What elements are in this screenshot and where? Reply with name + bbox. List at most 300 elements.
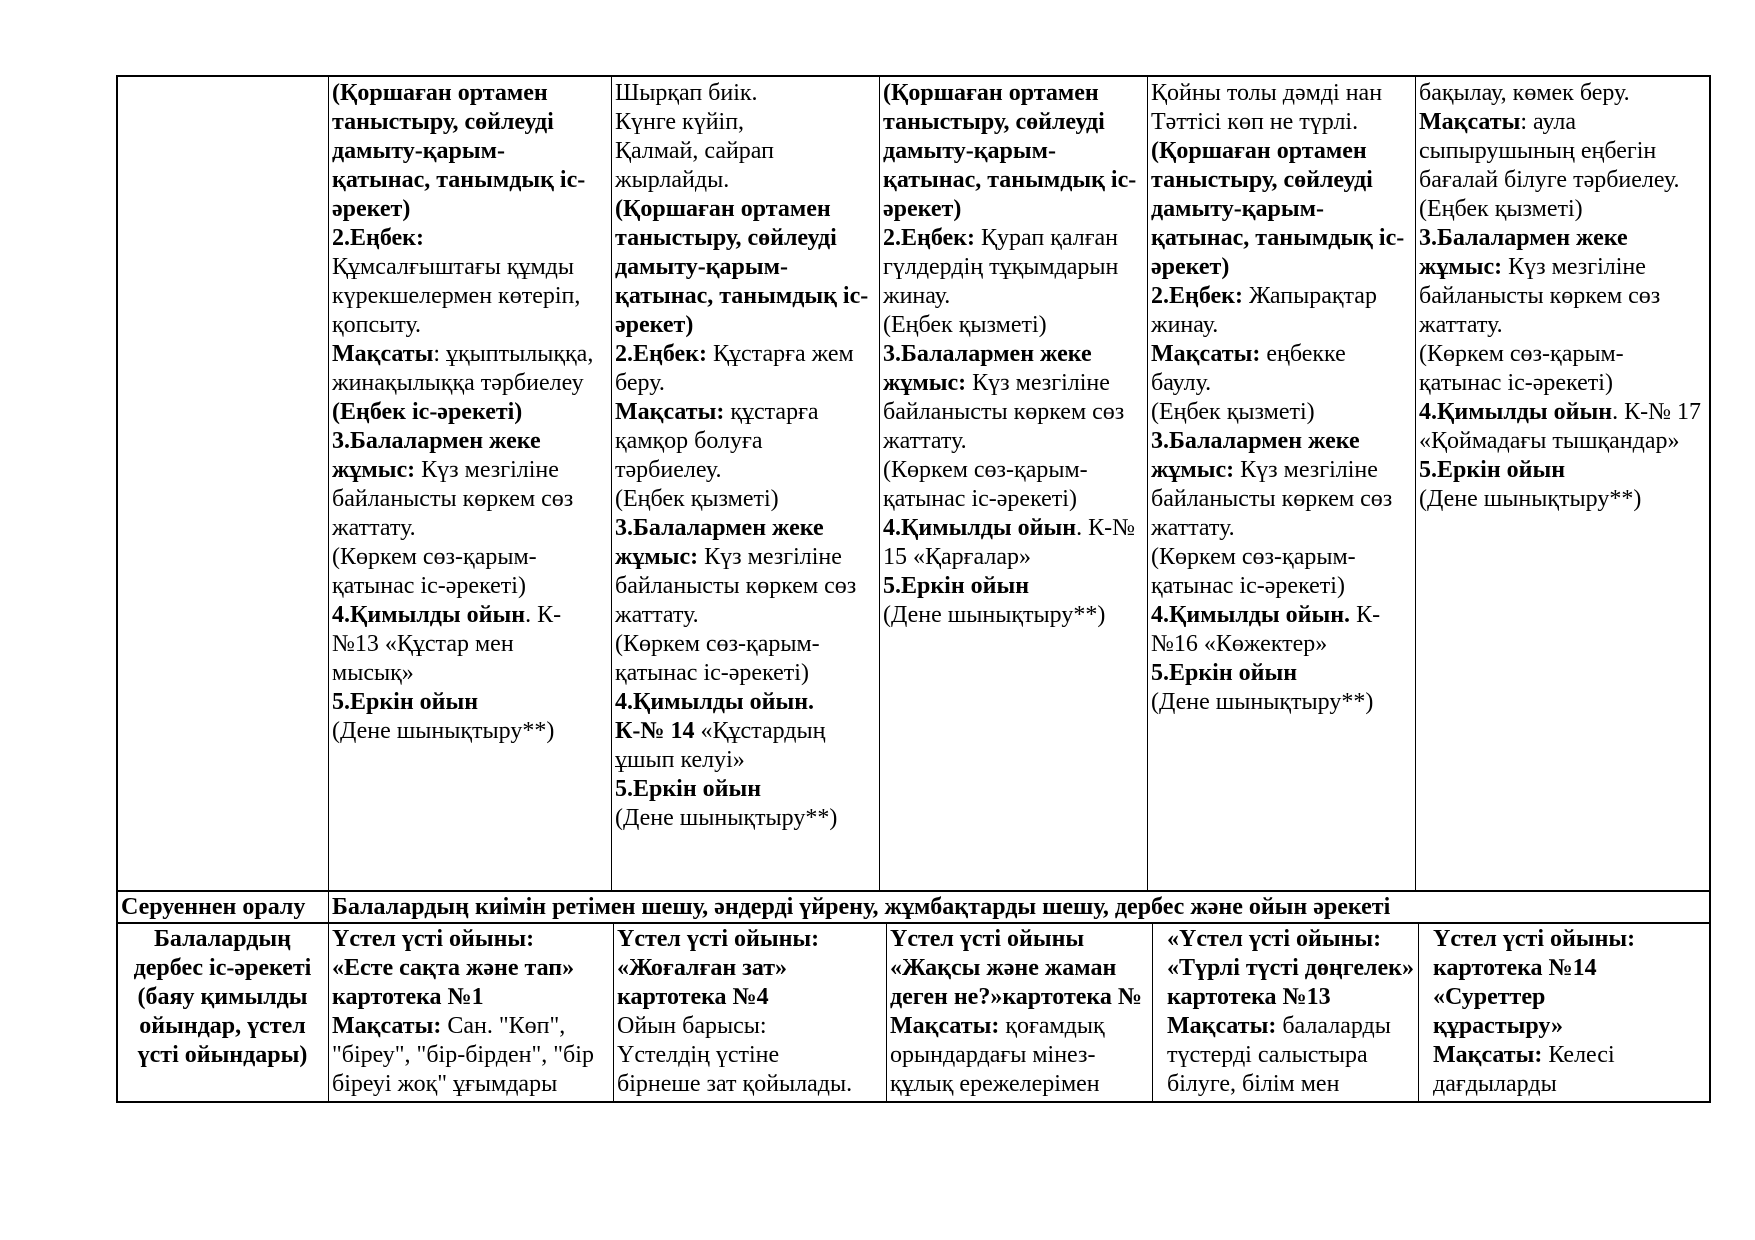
- bold-text: 4.Қимылды ойын.: [1151, 602, 1351, 628]
- text-line: [617, 925, 882, 954]
- table-cell-game-1: [328, 924, 613, 1101]
- bold-text: (Еңбек іс-әрекеті): [332, 399, 523, 425]
- text: құстарға: [724, 399, 819, 425]
- bold-text: әрекет): [332, 196, 411, 222]
- text-line: [617, 1070, 882, 1099]
- bold-text: Балалардың: [154, 926, 291, 952]
- text: бірнеше зат қойылады.: [617, 1071, 853, 1097]
- text: бағалай білуге тәрбиелеу.: [1419, 167, 1680, 193]
- text-line: [1419, 195, 1710, 224]
- text: Қурап қалған: [975, 225, 1119, 251]
- bold-text: әрекет): [883, 196, 962, 222]
- bold-text: құрастыру»: [1433, 1013, 1563, 1039]
- text: Күз мезгіліне: [698, 544, 842, 570]
- text-line: [615, 224, 878, 253]
- text-line: [617, 983, 882, 1012]
- text-line: [1151, 166, 1414, 195]
- bold-text: картотека №13: [1167, 984, 1331, 1010]
- text-line: [615, 79, 878, 108]
- text-line: [1419, 340, 1710, 369]
- text: біреуі жоқ" ұғымдары: [332, 1071, 558, 1097]
- text: қатынас іс-әрекеті): [615, 660, 809, 686]
- text-line: [615, 688, 878, 717]
- text: (Дене шынықтыру**): [1419, 486, 1642, 512]
- bold-text: Мақсаты:: [1433, 1042, 1543, 1068]
- bold-text: 5.Еркін ойын: [883, 573, 1030, 599]
- text: білуге, білім мен: [1167, 1071, 1340, 1097]
- bold-text: К-№ 14: [615, 718, 695, 744]
- text-line: [332, 369, 610, 398]
- text: қатынас іс-әрекеті): [1151, 573, 1345, 599]
- text-line: [883, 224, 1146, 253]
- text-line: [883, 340, 1146, 369]
- text-line: [1151, 427, 1414, 456]
- text-line: [1151, 253, 1414, 282]
- text-line: [332, 630, 610, 659]
- text-line: [615, 340, 878, 369]
- text: тәрбиелеу.: [615, 457, 722, 483]
- text-line: [615, 166, 878, 195]
- text-line: [615, 195, 878, 224]
- text-line: [1419, 398, 1710, 427]
- bold-text: Үстел үсті ойыны: [890, 926, 1085, 952]
- text: Ойын барысы:: [617, 1013, 767, 1039]
- text-line: [890, 1041, 1148, 1070]
- text-line: [1167, 1070, 1414, 1099]
- text: (Еңбек қызметі): [615, 486, 779, 512]
- bold-text: үсті ойындары): [137, 1042, 308, 1068]
- text-line: [1151, 572, 1414, 601]
- text: Құстарға жем: [707, 341, 854, 367]
- text: жаттату.: [883, 428, 967, 454]
- table-cell-game-4: [1152, 924, 1418, 1101]
- schedule-table: [116, 75, 1711, 1103]
- text-line: [1151, 514, 1414, 543]
- bold-text: (Қоршаған ортамен: [615, 196, 831, 222]
- bold-text: 5.Еркін ойын: [615, 776, 762, 802]
- text-line: [615, 398, 878, 427]
- text: . К-: [525, 602, 562, 628]
- bold-text: Мақсаты: [332, 341, 434, 367]
- bold-text: 2.Еңбек:: [1151, 283, 1243, 309]
- text: жинау.: [883, 283, 951, 309]
- table-cell-game-5: [1418, 924, 1711, 1101]
- text-line: [1151, 224, 1414, 253]
- bold-text: 5.Еркін ойын: [332, 689, 479, 715]
- text-line: [883, 253, 1146, 282]
- text-line: [883, 166, 1146, 195]
- text: Құмсалғыштағы құмды: [332, 254, 575, 280]
- bold-text: «Үстел үсті ойыны:: [1167, 926, 1382, 952]
- text: қоғамдық: [999, 1013, 1105, 1039]
- bold-text: «Жақсы және жаман: [890, 955, 1117, 981]
- text: : аула: [1520, 109, 1577, 135]
- bold-text: таныстыру, сөйлеуді: [883, 109, 1105, 135]
- bold-text: 3.Балалармен жеке: [883, 341, 1092, 367]
- bold-text: Мақсаты:: [615, 399, 725, 425]
- text: байланысты көркем сөз: [332, 486, 574, 512]
- table-cell-day-3: [879, 77, 1147, 890]
- bold-text: әрекет): [615, 312, 694, 338]
- table-row-return-walk: [118, 890, 1709, 924]
- text-line: [1419, 79, 1710, 108]
- text-line: [1419, 311, 1710, 340]
- text: Шырқап биік.: [615, 80, 758, 106]
- bold-text: 4.Қимылды ойын: [883, 515, 1077, 541]
- text-line: [1433, 1070, 1707, 1099]
- text: дағдыларды: [1433, 1071, 1557, 1097]
- text-line: [332, 485, 610, 514]
- text-line: [883, 79, 1146, 108]
- text: Жапырақтар: [1243, 283, 1377, 309]
- text-line: [615, 746, 878, 775]
- text-line: [615, 311, 878, 340]
- bold-text: қатынас, танымдық іс-: [883, 167, 1137, 193]
- text-line: [332, 340, 610, 369]
- text: байланысты көркем сөз: [615, 573, 857, 599]
- text-line: [617, 954, 882, 983]
- text-line: [1151, 398, 1414, 427]
- text-line: [332, 659, 610, 688]
- text-line: [1151, 340, 1414, 369]
- text-line: [883, 485, 1146, 514]
- text: (Көркем сөз-қарым-: [1151, 544, 1356, 570]
- text-line: [883, 456, 1146, 485]
- text-line: [332, 456, 610, 485]
- bold-text: Мақсаты:: [890, 1013, 1000, 1039]
- text-line: [1151, 630, 1414, 659]
- bold-text: жұмыс:: [1151, 457, 1235, 483]
- text: құлық ережелерімен: [890, 1071, 1100, 1097]
- text-line: [332, 925, 609, 954]
- table-cell-day-2: [611, 77, 879, 890]
- text-line: [1151, 456, 1414, 485]
- row-label-cell-empty: [118, 77, 328, 890]
- bold-text: «Суреттер: [1433, 984, 1546, 1010]
- text-line: [617, 1012, 882, 1041]
- text-line: [332, 427, 610, 456]
- text: байланысты көркем сөз: [883, 399, 1125, 425]
- text: жаттату.: [615, 602, 699, 628]
- bold-text: 3.Балалармен жеке: [332, 428, 541, 454]
- text: Қалмай, сайрап: [615, 138, 774, 164]
- text: орындардағы мінез-: [890, 1042, 1096, 1068]
- text: қатынас іс-әрекеті): [332, 573, 526, 599]
- text-line: [1151, 601, 1414, 630]
- text-line: [1433, 983, 1707, 1012]
- text-line: [332, 137, 610, 166]
- text-line: [1167, 954, 1414, 983]
- bold-text: 5.Еркін ойын: [1151, 660, 1298, 686]
- bold-text: 2.Еңбек:: [615, 341, 707, 367]
- text-line: [615, 514, 878, 543]
- bold-text: картотека №1: [332, 984, 484, 1010]
- text: Күз мезгіліне: [415, 457, 559, 483]
- bold-text: ойындар, үстел: [139, 1013, 306, 1039]
- bold-text: «Жоғалған зат»: [617, 955, 788, 981]
- text: баулу.: [1151, 370, 1212, 396]
- text-line: [615, 775, 878, 804]
- text-line: [890, 1070, 1148, 1099]
- table-cell-day-1: [328, 77, 611, 890]
- text-line: [883, 369, 1146, 398]
- text-line: [1151, 79, 1414, 108]
- text: (Көркем сөз-қарым-: [1419, 341, 1624, 367]
- text-line: [332, 954, 609, 983]
- text: (Көркем сөз-қарым-: [883, 457, 1088, 483]
- text-line: [332, 1012, 609, 1041]
- text-line: [1419, 282, 1710, 311]
- text-line: [890, 925, 1148, 954]
- bold-text: 3.Балалармен жеке: [1419, 225, 1628, 251]
- text: Сан. "Көп",: [441, 1013, 566, 1039]
- text-line: [615, 427, 878, 456]
- text: сыпырушының еңбегін: [1419, 138, 1657, 164]
- bold-text: Мақсаты: [1419, 109, 1521, 135]
- bold-text: (Қоршаған ортамен: [883, 80, 1099, 106]
- text-line: [890, 983, 1148, 1012]
- text: жаттату.: [332, 515, 416, 541]
- text-line: [883, 108, 1146, 137]
- text-line: [1419, 485, 1710, 514]
- text-line: [121, 983, 324, 1012]
- bold-text: 4.Қимылды ойын.: [615, 689, 815, 715]
- text-line: [883, 398, 1146, 427]
- bold-text: «Есте сақта және тап»: [332, 955, 575, 981]
- table-cell-game-3: [886, 924, 1152, 1101]
- text: 15 «Қарғалар»: [883, 544, 1031, 570]
- text: К-: [1350, 602, 1381, 628]
- text-line: [890, 1012, 1148, 1041]
- text-line: [615, 137, 878, 166]
- bold-text: 4.Қимылды ойын: [1419, 399, 1613, 425]
- text-line: [1167, 1041, 1414, 1070]
- bold-text: дамыту-қарым-: [615, 254, 788, 280]
- text: жырлайды.: [615, 167, 730, 193]
- bold-text: 4.Қимылды ойын: [332, 602, 526, 628]
- text-line: [615, 543, 878, 572]
- text: . К-№ 17: [1612, 399, 1701, 425]
- table-row-independent-activity: [118, 924, 1709, 1101]
- text: «Құстардың: [694, 718, 826, 744]
- text-line: [1419, 456, 1710, 485]
- text-line: [883, 282, 1146, 311]
- bold-text: (Қоршаған ортамен: [1151, 138, 1367, 164]
- text-line: [332, 79, 610, 108]
- text: (Көркем сөз-қарым-: [615, 631, 820, 657]
- text: Күз мезгіліне: [1234, 457, 1378, 483]
- text-line: [332, 253, 610, 282]
- bold-text: дамыту-қарым-: [883, 138, 1056, 164]
- text: байланысты көркем сөз: [1151, 486, 1393, 512]
- text: "біреу", "бір-бірден", "бір: [332, 1042, 594, 1068]
- text-line: [1419, 224, 1710, 253]
- text: қатынас іс-әрекеті): [1419, 370, 1613, 396]
- text: байланысты көркем сөз: [1419, 283, 1661, 309]
- text-line: [332, 224, 610, 253]
- text-line: [332, 282, 610, 311]
- text-line: [1151, 108, 1414, 137]
- table-cell-day-5: [1415, 77, 1711, 890]
- text-line: [615, 804, 878, 833]
- text-line: [332, 983, 609, 1012]
- text: (Дене шынықтыру**): [615, 805, 838, 831]
- bold-text: дамыту-қарым-: [332, 138, 505, 164]
- text: . К-№: [1076, 515, 1135, 541]
- bold-text: картотека №14: [1433, 955, 1597, 981]
- text-line: [1419, 427, 1710, 456]
- text-line: [1419, 369, 1710, 398]
- text: Қойны толы дәмді нан: [1151, 80, 1383, 106]
- text: №16 «Көжектер»: [1151, 631, 1328, 657]
- bold-text: 2.Еңбек:: [883, 225, 975, 251]
- text-line: [1151, 195, 1414, 224]
- text-line: [883, 137, 1146, 166]
- text-line: [615, 369, 878, 398]
- bold-text: 3.Балалармен жеке: [615, 515, 824, 541]
- bold-text: картотека №4: [617, 984, 769, 1010]
- text-line: [883, 427, 1146, 456]
- bold-text: таныстыру, сөйлеуді: [615, 225, 837, 251]
- row-label-return-walk: Серуеннен оралу: [121, 894, 306, 920]
- text-line: [1419, 137, 1710, 166]
- text-line: [615, 572, 878, 601]
- bold-text: дербес іс-әрекеті: [133, 955, 312, 981]
- text-line: [1151, 137, 1414, 166]
- text-line: [883, 195, 1146, 224]
- text: жаттату.: [1151, 515, 1235, 541]
- text: гүлдердің тұқымдарын: [883, 254, 1119, 280]
- text-line: [332, 166, 610, 195]
- text: Келесі: [1542, 1042, 1615, 1068]
- table-cell-day-4: [1147, 77, 1415, 890]
- text-line: [617, 1041, 882, 1070]
- bold-text: қатынас, танымдық іс-: [615, 283, 869, 309]
- bold-text: жұмыс:: [615, 544, 699, 570]
- text-line: [1167, 983, 1414, 1012]
- text: күрекшелермен көтеріп,: [332, 283, 581, 309]
- text: ұшып келуі»: [615, 747, 745, 773]
- text-line: [1433, 954, 1707, 983]
- text-line: [121, 1041, 324, 1070]
- text: (Еңбек қызметі): [883, 312, 1047, 338]
- bold-text: (Қоршаған ортамен: [332, 80, 548, 106]
- text: «Қоймадағы тышқандар»: [1419, 428, 1680, 454]
- text-line: [332, 514, 610, 543]
- text-line: [615, 485, 878, 514]
- text: балаларды: [1276, 1013, 1391, 1039]
- text-line: [615, 253, 878, 282]
- text-line: [883, 514, 1146, 543]
- table-cell-game-2: [613, 924, 886, 1101]
- bold-text: қатынас, танымдық іс-: [1151, 225, 1405, 251]
- text-line: [883, 572, 1146, 601]
- text-line: [1419, 253, 1710, 282]
- bold-text: (баяу қимылды: [137, 984, 308, 1010]
- bold-text: Үстел үсті ойыны:: [617, 926, 820, 952]
- text-line: [1167, 925, 1414, 954]
- return-walk-description: Балалардың киімін ретімен шешу, әндерді үйрену, жұмбақтарды шешу, дербес және ойын әрекеті: [328, 892, 1711, 922]
- text-line: [615, 601, 878, 630]
- text-line: [332, 543, 610, 572]
- text: жинау.: [1151, 312, 1219, 338]
- text-line: [1151, 282, 1414, 311]
- table-row-activities: [118, 77, 1709, 890]
- text: қопсыту.: [332, 312, 422, 338]
- text-line: [1433, 925, 1707, 954]
- text-line: [1167, 1012, 1414, 1041]
- text-line: [1419, 108, 1710, 137]
- text-line: [1151, 311, 1414, 340]
- text-line: [332, 688, 610, 717]
- bold-text: «Түрлі түсті дөңгелек»: [1167, 955, 1414, 981]
- text-line: [1151, 485, 1414, 514]
- text-line: [1419, 166, 1710, 195]
- bold-text: 2.Еңбек:: [332, 225, 424, 251]
- text: (Дене шынықтыру**): [332, 718, 555, 744]
- bold-text: жұмыс:: [1419, 254, 1503, 280]
- text: Күз мезгіліне: [1502, 254, 1646, 280]
- text-line: [615, 282, 878, 311]
- text-line: [332, 1070, 609, 1099]
- text-line: [332, 572, 610, 601]
- bold-text: Мақсаты:: [1167, 1013, 1277, 1039]
- text: Үстелдің үстіне: [617, 1042, 780, 1068]
- text-line: [121, 925, 324, 954]
- text-line: [332, 717, 610, 746]
- bold-text: жұмыс:: [332, 457, 416, 483]
- bold-text: жұмыс:: [883, 370, 967, 396]
- text: қатынас іс-әрекеті): [883, 486, 1077, 512]
- text: Тәттісі көп не түрлі.: [1151, 109, 1359, 135]
- bold-text: қатынас, танымдық іс-: [332, 167, 586, 193]
- text-line: [1151, 369, 1414, 398]
- text: бақылау, көмек беру.: [1419, 80, 1630, 106]
- bold-text: Мақсаты:: [332, 1013, 442, 1039]
- text: : ұқыптылыққа,: [433, 341, 594, 367]
- text: жинақылыққа тәрбиелеу: [332, 370, 584, 396]
- text: (Еңбек қызметі): [1151, 399, 1315, 425]
- bold-text: 5.Еркін ойын: [1419, 457, 1566, 483]
- text-line: [332, 311, 610, 340]
- text-line: [615, 659, 878, 688]
- text: (Еңбек қызметі): [1419, 196, 1583, 222]
- bold-text: 3.Балалармен жеке: [1151, 428, 1360, 454]
- bold-text: әрекет): [1151, 254, 1230, 280]
- text-line: [332, 601, 610, 630]
- text: Күз мезгіліне: [966, 370, 1110, 396]
- text: (Дене шынықтыру**): [883, 602, 1106, 628]
- row-label-independent-activity: [118, 924, 328, 1101]
- text: беру.: [615, 370, 665, 396]
- text-line: [121, 954, 324, 983]
- text-line: [332, 195, 610, 224]
- text: (Дене шынықтыру**): [1151, 689, 1374, 715]
- text: жаттату.: [1419, 312, 1503, 338]
- text: қамқор болуға: [615, 428, 763, 454]
- bold-text: дамыту-қарым-: [1151, 196, 1324, 222]
- text: №13 «Құстар мен: [332, 631, 514, 657]
- text: мысық»: [332, 660, 414, 686]
- text-line: [1151, 688, 1414, 717]
- bold-text: Үстел үсті ойыны:: [332, 926, 535, 952]
- text-line: [890, 954, 1148, 983]
- text: Күнге күйіп,: [615, 109, 745, 135]
- text-line: [1433, 1012, 1707, 1041]
- text-line: [883, 543, 1146, 572]
- bold-text: таныстыру, сөйлеуді: [332, 109, 554, 135]
- text: (Көркем сөз-қарым-: [332, 544, 537, 570]
